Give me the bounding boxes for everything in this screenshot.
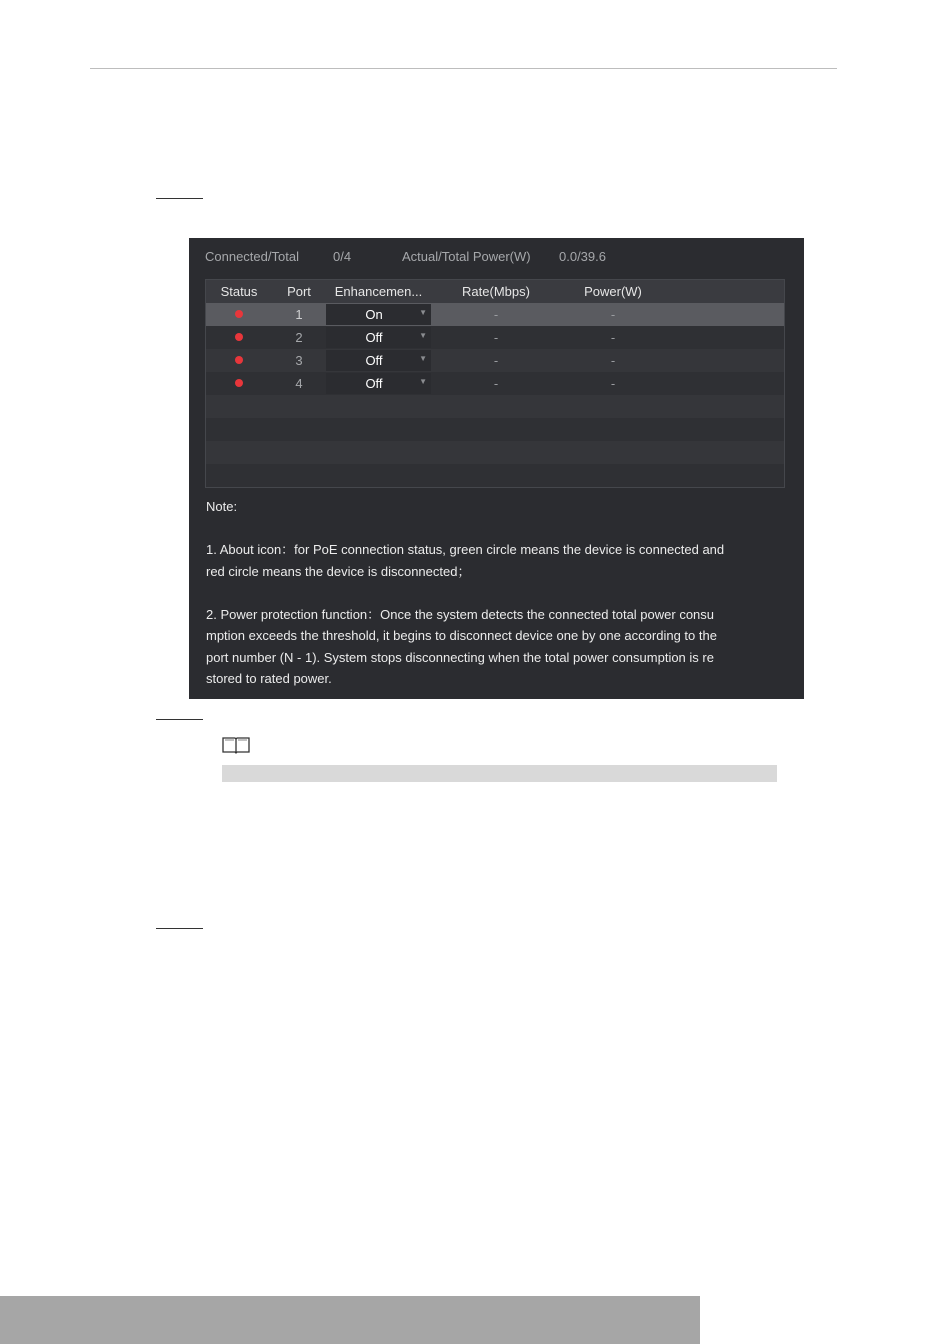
col-header-power[interactable]: Power(W) bbox=[584, 284, 642, 299]
power-value: - bbox=[610, 376, 616, 391]
table-row[interactable] bbox=[206, 326, 784, 349]
note-line: red circle means the device is disconnected； bbox=[206, 563, 471, 579]
note-title: Note: bbox=[206, 499, 238, 514]
col-header-status[interactable]: Status bbox=[220, 284, 258, 299]
enhancement-value: Off bbox=[365, 353, 383, 368]
port-number: 1 bbox=[295, 307, 303, 322]
chevron-down-icon[interactable]: ▼ bbox=[419, 308, 427, 317]
rate-value: - bbox=[493, 353, 499, 368]
chevron-down-icon[interactable]: ▼ bbox=[419, 354, 427, 363]
connected-total-value: 0/4 bbox=[333, 249, 352, 264]
table-row[interactable] bbox=[206, 372, 784, 395]
empty-row bbox=[206, 395, 784, 418]
table-row[interactable] bbox=[206, 303, 784, 326]
note-line: port number (N - 1). System stops disconnecting when the total power consumption is re bbox=[206, 649, 714, 665]
actual-total-power-value: 0.0/39.6 bbox=[559, 249, 606, 264]
poe-port-table bbox=[205, 279, 785, 488]
status-red-circle-icon bbox=[235, 310, 243, 318]
note-line: 2. Power protection function：Once the system detects the connected total power consu bbox=[206, 606, 715, 622]
table-row[interactable] bbox=[206, 349, 784, 372]
poe-status-panel bbox=[189, 238, 804, 699]
enhancement-select[interactable] bbox=[326, 327, 431, 348]
port-number: 3 bbox=[295, 353, 303, 368]
empty-row bbox=[206, 441, 784, 464]
empty-row bbox=[206, 418, 784, 441]
rate-value: - bbox=[493, 330, 499, 345]
rate-value: - bbox=[493, 307, 499, 322]
chevron-down-icon[interactable]: ▼ bbox=[419, 331, 427, 340]
status-red-circle-icon bbox=[235, 356, 243, 364]
port-number: 2 bbox=[295, 330, 303, 345]
note-line: mption exceeds the threshold, it begins to disconnect device one by one according to the bbox=[206, 628, 717, 643]
step-marker-1 bbox=[156, 198, 203, 199]
note-highlight-bar bbox=[222, 765, 777, 782]
power-value: - bbox=[610, 330, 616, 345]
step-marker-2 bbox=[156, 719, 203, 720]
rate-value: - bbox=[493, 376, 499, 391]
empty-row bbox=[206, 464, 784, 487]
chevron-down-icon[interactable]: ▼ bbox=[419, 377, 427, 386]
status-red-circle-icon bbox=[235, 379, 243, 387]
status-red-circle-icon bbox=[235, 333, 243, 341]
book-icon bbox=[221, 736, 251, 754]
table-header bbox=[206, 280, 784, 303]
enhancement-value: Off bbox=[365, 330, 383, 345]
enhancement-value: On bbox=[365, 307, 383, 322]
connected-total-label: Connected/Total bbox=[205, 249, 299, 264]
power-value: - bbox=[610, 353, 616, 368]
col-header-port[interactable]: Port bbox=[287, 284, 311, 299]
port-number: 4 bbox=[295, 376, 303, 391]
step-marker-3 bbox=[156, 928, 203, 929]
col-header-rate[interactable]: Rate(Mbps) bbox=[462, 284, 530, 299]
enhancement-select[interactable] bbox=[326, 350, 431, 371]
header-rule bbox=[90, 68, 837, 69]
enhancement-select[interactable] bbox=[326, 373, 431, 394]
note-line: 1. About icon：for PoE connection status, green circle means the device is connected and bbox=[206, 542, 725, 557]
col-header-enhancement[interactable]: Enhancemen... bbox=[334, 284, 423, 299]
enhancement-value: Off bbox=[365, 376, 383, 391]
footer-bar bbox=[0, 1296, 700, 1344]
power-value: - bbox=[610, 307, 616, 322]
note-line: stored to rated power. bbox=[206, 671, 332, 686]
notes-section bbox=[206, 496, 776, 690]
actual-total-power-label: Actual/Total Power(W) bbox=[402, 249, 531, 264]
enhancement-select[interactable] bbox=[326, 304, 431, 325]
